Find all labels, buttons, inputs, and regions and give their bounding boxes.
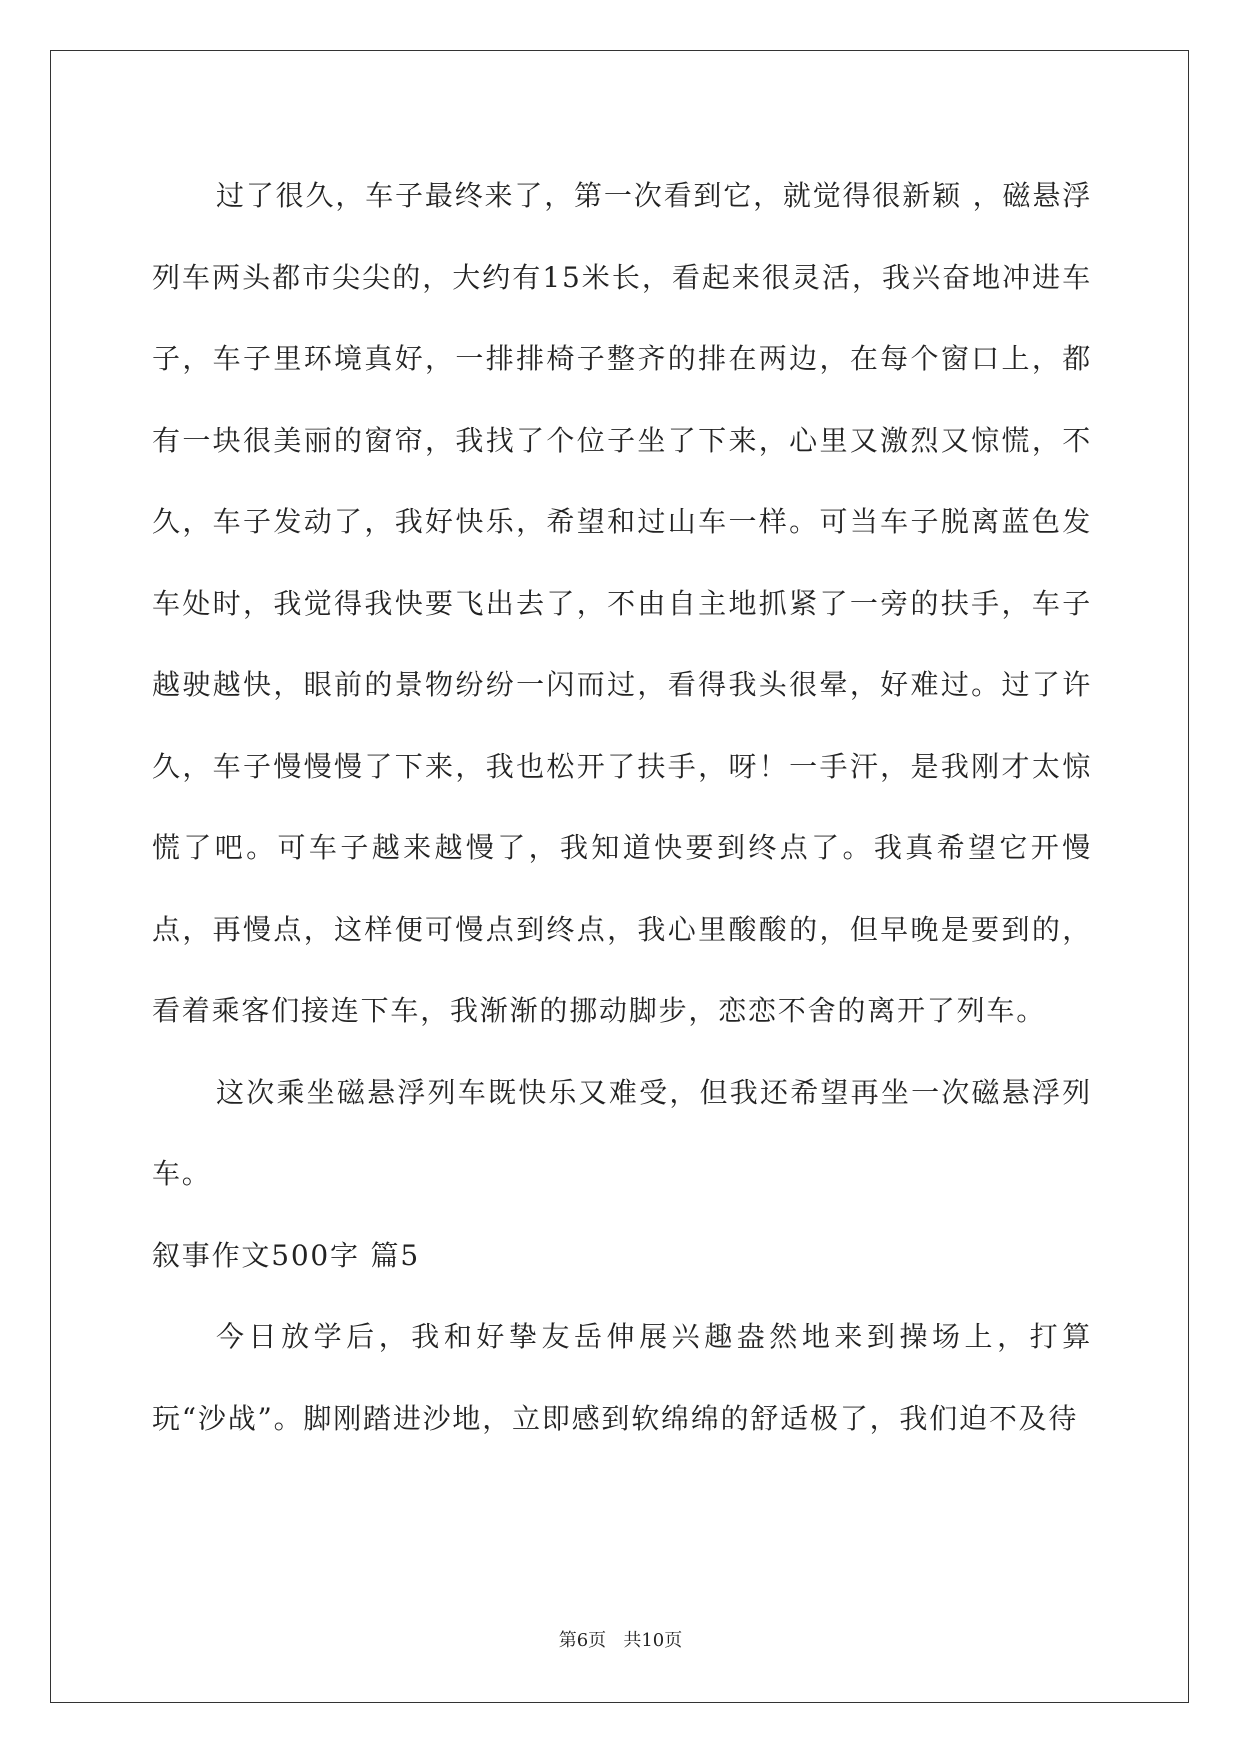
paragraph-maglev-conclusion: 这次乘坐磁悬浮列车既快乐又难受，但我还希望再坐一次磁悬浮列车。 [152,1075,1092,1190]
paragraph-sand-battle: 今日放学后，我和好挚友岳伸展兴趣盎然地来到操场上，打算玩“沙战”。脚刚踏进沙地，立即感到软绵绵的舒适极了，我们迫不及待 [152,1320,1092,1435]
page-number: 第6页 共10页 [558,1630,683,1651]
paragraph-maglev-ride: 过了很久，车子最终来了，第一次看到它，就觉得很新颖 ，磁悬浮列车两头都市尖尖的，大约有15米长，看起来很灵活，我兴奋地冲进车子，车子里环境真好，一排排椅子整齐的排在两边，在每个窗口上，都有一块很美丽的窗帘，我找了个位子坐了下来，心里又激烈又惊慌，不久，车子发动了，我好快乐，希望和过山车一样。可当车子脱离蓝色发车处时，我觉得我快要飞出去了，不由自主地抓紧了一旁的扶手，车子越驶越快，眼前的景物纷纷一闪而过，看得我头很晕，好难过。过了许久，车子慢慢慢了下来，我也松开了扶手，呀！一手汗，是我刚才太惊慌了吧。可车子越来越慢了，我知道快要到终点了。我真希望它开慢点，再慢点，这样便可慢点到终点，我心里酸酸的，但早晚是要到的，看着乘客们接连下车，我渐渐的挪动脚步，恋恋不舍的离开了列车。 [152,179,1092,1027]
document-body [152,155,1092,1459]
section-heading: 叙事作文500字 篇5 [152,1238,420,1272]
